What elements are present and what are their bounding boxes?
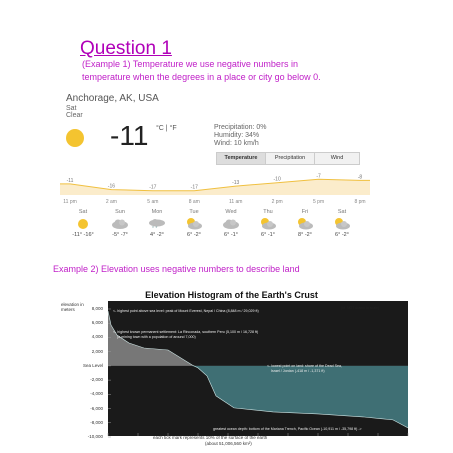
hourly-temp-label: -8 bbox=[357, 174, 363, 181]
annotation-dead-sea-note: Israel / Jordan (-418 m / -1,371 ft) bbox=[271, 369, 325, 373]
temperature-graph bbox=[60, 167, 370, 207]
y-tick-label: -4,000 bbox=[90, 391, 103, 397]
hourly-temp-label: -17 bbox=[149, 184, 157, 191]
forecast-day[interactable]: Sat bbox=[337, 209, 347, 215]
y-tick-label: 4,000 bbox=[91, 334, 103, 340]
cloud-icon bbox=[111, 217, 129, 231]
weather-city: Anchorage, AK, USA bbox=[66, 93, 159, 104]
wind-text: Wind: 10 km/h bbox=[214, 140, 259, 147]
forecast-day[interactable]: Sat bbox=[78, 209, 88, 215]
cloud-icon bbox=[222, 217, 240, 231]
hourly-time-label: 8 am bbox=[188, 199, 200, 205]
hourly-time-label: 2 pm bbox=[271, 199, 283, 205]
y-tick-label: 8,000 bbox=[91, 306, 103, 311]
forecast-temp: 6° -1° bbox=[224, 232, 238, 238]
current-temperature: -11 bbox=[110, 120, 149, 151]
question-title: Question 1 bbox=[80, 38, 172, 59]
hourly-temp-label: -11 bbox=[66, 177, 74, 184]
sun-icon bbox=[66, 129, 84, 147]
forecast-temp: -5° -7° bbox=[112, 232, 128, 238]
example2-text: Example 2) Elevation uses negative numbers to describe land bbox=[53, 264, 300, 274]
hourly-temp-label: -7 bbox=[316, 173, 321, 180]
y-axis-title: elevation in meters bbox=[61, 302, 84, 312]
forecast-day[interactable]: Wed bbox=[225, 209, 237, 215]
hourly-temp-label: -10 bbox=[273, 176, 281, 183]
annotation-dead-sea: <- lowest point on land: shore of the Dead Sea, bbox=[267, 364, 343, 368]
y-tick-label: -8,000 bbox=[90, 419, 103, 425]
forecast-day[interactable]: Mon bbox=[151, 209, 163, 215]
unit-toggle[interactable]: °C | °F bbox=[156, 125, 177, 132]
forecast-temp: 8° -2° bbox=[298, 232, 312, 238]
hourly-temp-label: -13 bbox=[232, 180, 240, 187]
partly-cloudy-icon bbox=[185, 217, 203, 231]
scale-note: (ht. NOT drawn to scale) bbox=[341, 306, 380, 310]
hourly-time-label: 5 am bbox=[147, 199, 159, 205]
y-tick-label: -2,000 bbox=[90, 377, 103, 383]
weather-condition: Clear bbox=[66, 112, 83, 119]
svg-text:* *: * * bbox=[152, 226, 158, 231]
forecast-day[interactable]: Sun bbox=[115, 209, 125, 215]
hourly-time-label: 11 pm bbox=[63, 199, 77, 205]
y-tick-label: 6,000 bbox=[91, 320, 103, 326]
annotation-everest: <- highest point above sea level: peak of Mount Everest, Nepal / China (8,848 m / 29,029 ft) bbox=[113, 309, 259, 313]
histogram-title: Elevation Histogram of the Earth's Crust bbox=[145, 290, 318, 300]
forecast-temp: 4° -2° bbox=[150, 232, 164, 238]
x-axis-caption-area: (about 51,006,560 km²) bbox=[205, 441, 252, 446]
forecast-temp: -11° -16° bbox=[72, 232, 94, 238]
tab-wind[interactable]: Wind bbox=[314, 152, 360, 165]
forecast-day[interactable]: Fri bbox=[301, 209, 309, 215]
partly-cloudy-icon bbox=[333, 217, 351, 231]
sun-icon bbox=[74, 217, 92, 231]
y-tick-label: 2,000 bbox=[91, 348, 103, 354]
weather-widget bbox=[60, 93, 370, 243]
hourly-time-label: 8 pm bbox=[354, 199, 366, 205]
example1-line2: temperature when the degrees in a place or city go below 0. bbox=[82, 72, 321, 82]
partly-cloudy-icon bbox=[259, 217, 277, 231]
forecast-day[interactable]: Tue bbox=[189, 209, 199, 215]
forecast-temp: 6° -1° bbox=[261, 232, 275, 238]
hourly-time-label: 11 am bbox=[228, 199, 243, 205]
tab-temperature[interactable]: Temperature bbox=[216, 152, 266, 165]
partly-cloudy-icon bbox=[296, 217, 314, 231]
annotation-settlement: <- highest known permanent settlement: La Rinconada, southern Peru (5,100 m / 16,728 ft) bbox=[113, 330, 259, 334]
x-axis-caption: each tick mark represents 10% of the surface of the earth bbox=[153, 435, 268, 440]
weather-day: Sat bbox=[66, 105, 77, 112]
hourly-temp-label: -17 bbox=[190, 184, 198, 191]
forecast-temp: 6° -2° bbox=[335, 232, 349, 238]
annotation-settlement-note: (a mining town with a population of around 7,000) bbox=[117, 335, 196, 339]
hourly-time-label: 5 pm bbox=[313, 199, 325, 205]
y-tick-label: Sea Level bbox=[82, 362, 103, 368]
forecast-temp: 6° -2° bbox=[187, 232, 201, 238]
forecast-day[interactable]: Thu bbox=[263, 209, 273, 215]
y-tick-label: -10,000 bbox=[87, 434, 103, 439]
y-tick-label: -6,000 bbox=[90, 405, 103, 411]
annotation-mariana: greatest ocean depth: bottom of the Mariana Trench, Pacific Ocean (-10,911 m / -35,798 ft) -> bbox=[213, 427, 362, 431]
tab-precipitation[interactable]: Precipitation bbox=[265, 152, 315, 165]
elevation-histogram bbox=[53, 287, 410, 452]
example1-line1: (Example 1) Temperature we use negative numbers in bbox=[82, 59, 298, 69]
temperature-area bbox=[60, 176, 370, 195]
hourly-time-label: 2 am bbox=[105, 199, 117, 205]
snow-cloud-icon bbox=[148, 217, 166, 231]
precipitation-text: Precipitation: 0% bbox=[214, 124, 267, 131]
humidity-text: Humidity: 34% bbox=[214, 132, 260, 139]
hourly-temp-label: -16 bbox=[107, 183, 116, 190]
